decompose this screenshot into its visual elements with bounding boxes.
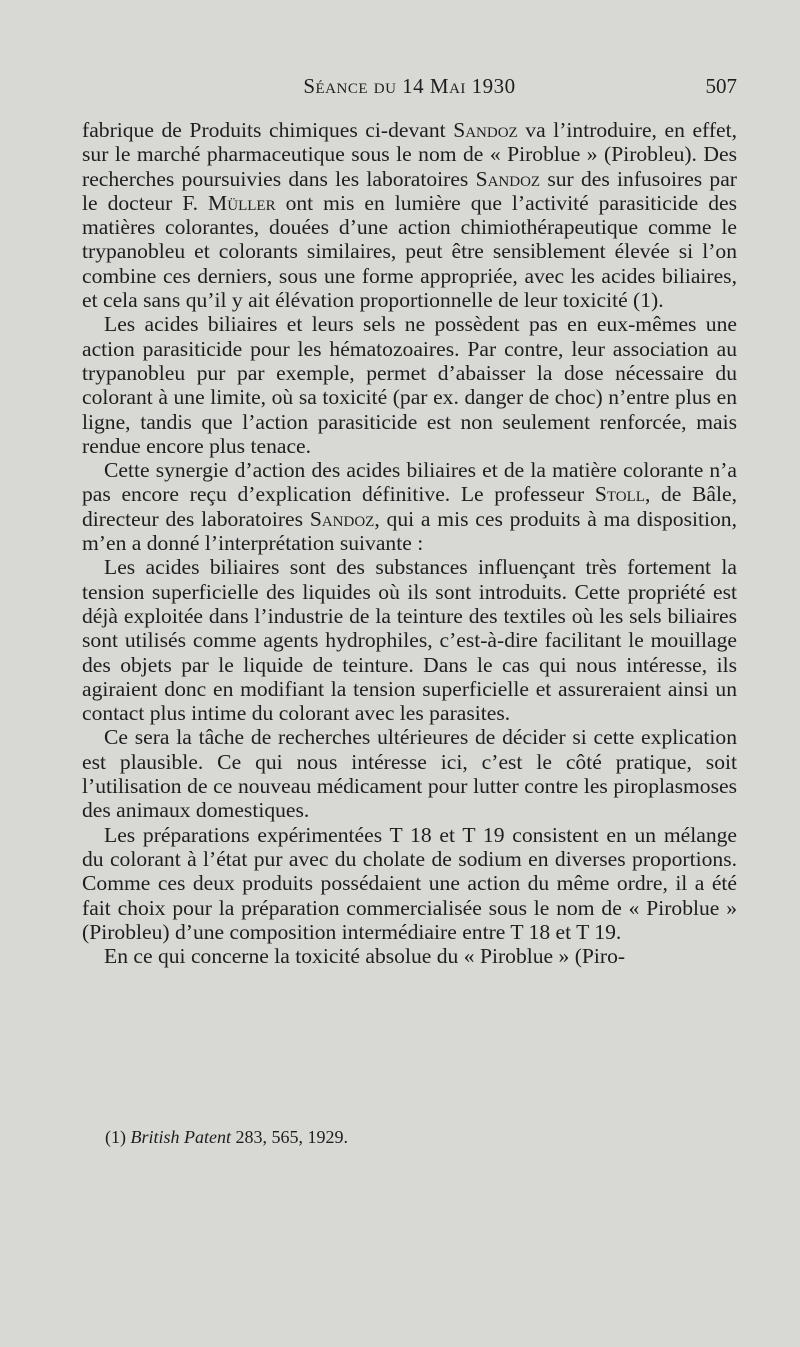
text-run: En ce qui concerne la toxicité absolue du « Piroblue » (Piro- <box>104 944 626 969</box>
page-number: 507 <box>705 74 737 98</box>
footnote-rest: 283, 565, 1929. <box>231 1127 348 1147</box>
paragraph <box>82 312 737 458</box>
paragraph <box>82 555 737 725</box>
footnote <box>105 1126 725 1148</box>
paragraph <box>82 458 737 555</box>
text-run: Les acides biliaires et leurs sels ne possèdent pas en eux-mêmes une action parasiticide pour les hématozoaires. Par contre, leur association au trypanobleu pur par exemple, permet d’abaisser la dose nécessaire du colorant à une limite, où sa toxicité (par ex. danger de choc) n’entre plus en ligne, tandis que l’action parasiticide est non seulement renforcée, mais rendue encore plus tenace. <box>82 312 737 458</box>
body-text <box>82 118 737 968</box>
text-run: Les acides biliaires sont des substances influençant très fortement la tension superficielle des liquides où ils sont introduits. Cette propriété est déjà exploitée dans l’industrie de la teinture des textiles où les sels biliaires sont utilisés comme agents hydrophiles, c’est-à-dire facilitant le mouillage des objets par le liquide de teinture. Dans le cas qui nous intéresse, ils agiraient donc en modifiant la tension superficielle et assureraient ainsi un contact plus intime du colorant avec les parasites. <box>82 555 737 726</box>
paragraph <box>82 118 737 312</box>
text-run: , qui a mis ces produits à ma disposition, m’en a donné l’interprétation suivante : <box>82 506 737 556</box>
text-run: fabrique de Produits chimiques ci-devant <box>82 118 454 142</box>
proper-name: Stoll <box>594 482 645 507</box>
text-run: Les préparations expérimentées T 18 et T 19 consistent en un mélange du colorant à l’état pur avec du cholate de sodium en diverses proportions. Comme ces deux produits possédaient une action du même ordre, il a été fait choix pour la préparation commercialisée sous le nom de « Piroblue » (Pirobleu) d’une composition intermédiaire entre T 18 et T 19. <box>82 822 737 944</box>
text-run: , de Bâle, directeur des laboratoires <box>82 482 738 531</box>
paragraph <box>82 823 737 944</box>
running-header <box>82 74 737 102</box>
text-run: va l’introduire, en effet, sur le marché pharmaceutique sous le nom de « Piroblue » (Pirobleu). Des recherches poursuivies dans les laboratoires <box>82 118 738 191</box>
text-run: sur des infusoires par le docteur F. <box>82 166 737 215</box>
footnote-marker: (1) <box>105 1127 126 1147</box>
text-run: ont mis en lumière que l’activité parasiticide des matières colorantes, douées d’une action chimiothérapeutique comme le trypanobleu et colorants similaires, peut être sensiblement élevée si l’on combine ces derniers, sous une forme appropriée, avec les acides biliaires, et cela sans qu’il y ait élévation proportionnelle de leur toxicité (1). <box>82 190 737 313</box>
text-run: Ce sera la tâche de recherches ultérieures de décider si cette explication est plausible. Ce qui nous intéresse ici, c’est le côté pratique, soit l’utilisation de ce nouveau médicament pour lutter contre les piroplasmoses des animaux domestiques. <box>82 725 737 823</box>
text-run: Cette synergie d’action des acides biliaires et de la matière colorante n’a pas encore reçu d’explication définitive. Le professeur <box>82 458 737 507</box>
footnote-italic: British Patent <box>130 1127 231 1147</box>
proper-name: Müller <box>208 190 276 215</box>
paragraph <box>82 725 737 822</box>
proper-name: Sandoz <box>475 166 541 191</box>
header-title: Séance du 14 Mai 1930 <box>303 74 516 98</box>
paragraph <box>82 944 737 968</box>
proper-name: Sandoz <box>309 506 375 531</box>
proper-name: Sandoz <box>453 118 518 142</box>
